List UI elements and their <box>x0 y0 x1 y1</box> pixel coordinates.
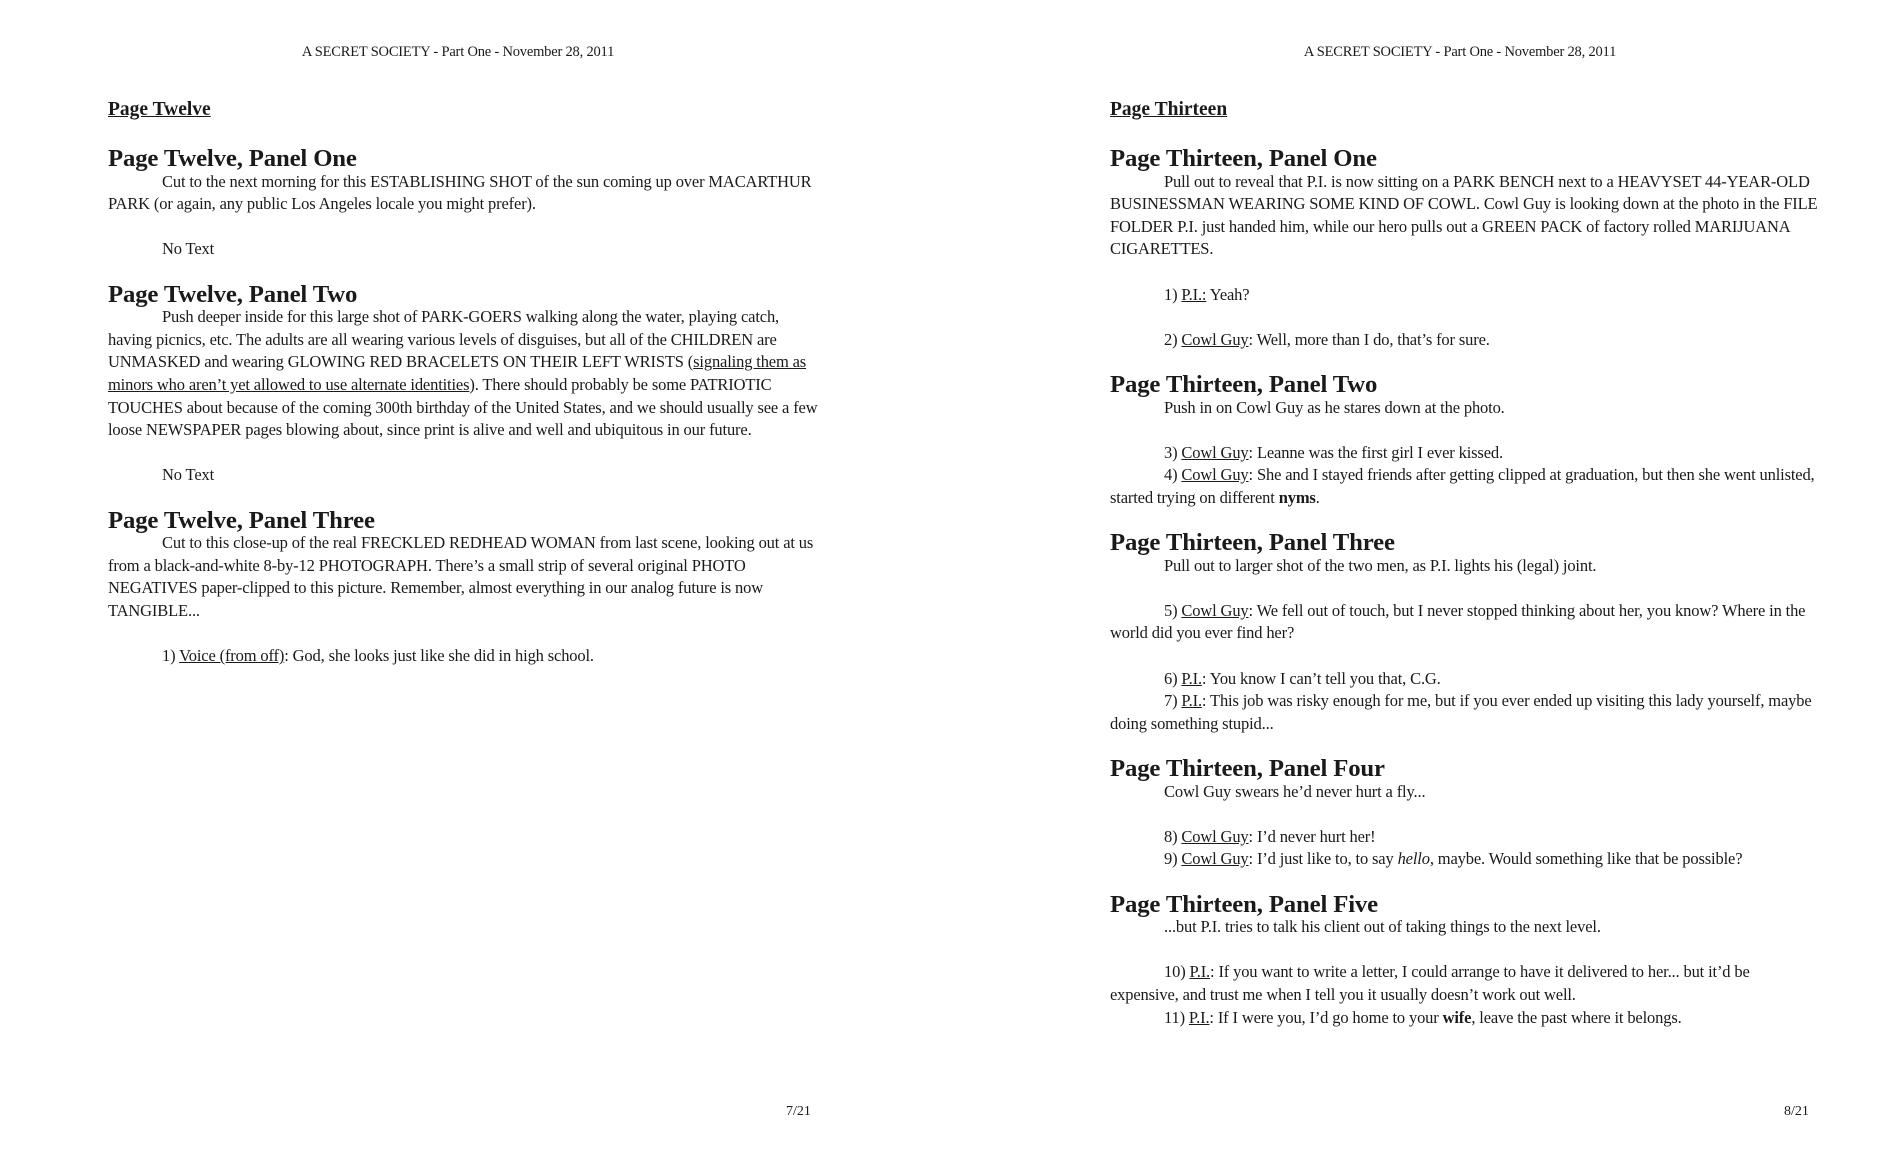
text-run: 2) <box>1164 329 1182 349</box>
text-run: : God, she looks just like she did in high school. <box>284 646 594 666</box>
script-paragraph <box>108 306 818 442</box>
text-run: Push deeper inside for this large shot of PARK-GOERS walking along the water, playing catch, having picnics, etc. The adults are all wearing various levels of disguises, but all of the CHILDREN are UNMASKED and wearing GLOWING RED BRACELETS ON THEIR LEFT WRISTS ( <box>108 307 780 372</box>
text-run: : If you want to write a letter, I could arrange to have it delivered to her... but it’d be expensive, and trust me when I tell you it usually doesn’t work out well. <box>1110 962 1750 1004</box>
text-run: 5) <box>1164 600 1182 620</box>
spacer <box>108 216 818 239</box>
text-run: Cut to this close-up of the real FRECKLED REDHEAD WOMAN from last scene, looking out at us from a black-and-white 8-by-12 PHOTOGRAPH. There’s a small strip of several original PHOTO NEGATIVES paper-clipped to this picture. Remember, almost everything in our analog future is now TANGIBLE... <box>108 533 814 620</box>
spacer <box>1110 645 1820 668</box>
script-paragraph <box>1110 464 1820 509</box>
script-page-left <box>108 0 868 1149</box>
panel-heading: Page Thirteen, Panel Four <box>1110 755 1385 783</box>
underlined-text: Cowl Guy <box>1181 442 1249 462</box>
text-run: No Text <box>162 239 215 259</box>
script-paragraph <box>1110 668 1820 691</box>
underlined-text: Cowl Guy <box>1181 465 1249 485</box>
script-paragraph <box>1110 690 1820 735</box>
spacer <box>1110 419 1820 442</box>
text-run: 9) <box>1164 849 1182 869</box>
script-paragraph <box>1110 171 1820 261</box>
panel-heading: Page Thirteen, Panel Two <box>1110 370 1378 398</box>
spacer <box>1110 577 1820 600</box>
page-title: Page Thirteen <box>1110 99 1228 120</box>
panel-heading: Page Twelve, Panel Three <box>108 506 375 534</box>
script-paragraph <box>1110 442 1820 465</box>
underlined-text: Cowl Guy <box>1181 329 1249 349</box>
script-paragraph <box>1110 329 1820 352</box>
spacer <box>1110 939 1820 962</box>
text-run: : I’d just like to, to say <box>1248 849 1398 869</box>
text-run: : Well, more than I do, that’s for sure. <box>1248 329 1490 349</box>
text-run: : I’d never hurt her! <box>1248 826 1376 846</box>
script-paragraph <box>108 238 818 261</box>
spacer <box>108 622 818 645</box>
script-page-right <box>1110 0 1870 1149</box>
text-run: Pull out to larger shot of the two men, as P.I. lights his (legal) joint. <box>1164 555 1597 575</box>
text-run: : You know I can’t tell you that, C.G. <box>1201 668 1441 688</box>
text-run: ). There should probably be some PATRIOTIC TOUCHES about because of the coming 300th birthday of the United States, and we should usually see a few loose NEWSPAPER pages blowing about, since print is alive and well and ubiquitous in our future. <box>108 374 818 440</box>
text-run: : Leanne was the first girl I ever kissed. <box>1248 442 1503 462</box>
text-run: No Text <box>162 465 215 485</box>
script-paragraph <box>1110 284 1820 307</box>
text-run: : This job was risky enough for me, but if you ever ended up visiting this lady yourself, maybe doing something stupid... <box>1110 691 1812 733</box>
underlined-text: P.I. <box>1188 1007 1210 1027</box>
script-paragraph <box>1110 826 1820 849</box>
text-run: , leave the past where it belongs. <box>1471 1007 1682 1027</box>
underlined-text: P.I. <box>1181 691 1202 711</box>
script-paragraph <box>1110 555 1820 578</box>
script-paragraph <box>1110 961 1820 1006</box>
underlined-text: signaling them as minors who aren’t yet allowed to use alternate identities <box>108 352 807 394</box>
script-paragraph <box>108 171 818 216</box>
script-paragraph <box>108 464 818 487</box>
italic-text: hello <box>1397 849 1430 869</box>
underlined-text: Cowl Guy <box>1181 826 1249 846</box>
panel-heading: Page Twelve, Panel One <box>108 145 357 172</box>
text-run: : We fell out of touch, but I never stopped thinking about her, you know? Where in the world did you ever find her? <box>1110 600 1806 643</box>
page-title: Page Twelve <box>108 99 211 120</box>
script-paragraph <box>108 645 818 668</box>
text-run: Pull out to reveal that P.I. is now sitting on a PARK BENCH next to a HEAVYSET 44-YEAR-OLD BUSINESSMAN WEARING SOME KIND OF COWL. Cowl Guy is looking down at the photo in the FILE FOLDER P.I. just handed him, while our hero pulls out a GREEN PACK of factory rolled MARIJUANA CIGARETTES. <box>1110 171 1818 259</box>
text-run: : If I were you, I’d go home to your <box>1209 1007 1443 1027</box>
spacer <box>1110 306 1820 329</box>
text-run: ...but P.I. tries to talk his client out of taking things to the next level. <box>1164 917 1601 937</box>
text-run: 6) <box>1164 668 1182 688</box>
text-run: 8) <box>1164 826 1182 846</box>
text-run: 1) <box>162 646 180 666</box>
running-header: A SECRET SOCIETY - Part One - November 28, 2011 <box>1303 44 1617 60</box>
panel-heading: Page Thirteen, Panel Five <box>1110 890 1378 918</box>
text-run: Cut to the next morning for this ESTABLISHING SHOT of the sun coming up over MACARTHUR PARK (or again, any public Los Angeles locale you might prefer). <box>108 171 812 214</box>
page-number: 8/21 <box>1784 1104 1809 1119</box>
text-run: Yeah? <box>1206 284 1250 304</box>
text-run: 7) <box>1164 691 1182 711</box>
underlined-text: Cowl Guy <box>1181 849 1249 869</box>
text-run: . <box>1315 487 1320 507</box>
panel-heading: Page Thirteen, Panel Three <box>1110 529 1395 557</box>
script-paragraph <box>1110 600 1820 645</box>
text-run: 3) <box>1164 442 1182 462</box>
spacer <box>1110 261 1820 284</box>
script-paragraph <box>1110 397 1820 420</box>
script-paragraph <box>1110 781 1820 804</box>
underlined-text: Cowl Guy <box>1181 600 1249 620</box>
script-paragraph <box>1110 916 1820 939</box>
text-run: Push in on Cowl Guy as he stares down at the photo. <box>1164 397 1505 417</box>
page-body <box>1110 145 1820 1029</box>
text-run: 10) <box>1164 962 1190 982</box>
running-header: A SECRET SOCIETY - Part One - November 28, 2011 <box>301 44 615 60</box>
underlined-text: P.I.: <box>1181 284 1207 304</box>
underlined-text: P.I. <box>1181 668 1202 688</box>
underlined-text: P.I. <box>1189 962 1211 982</box>
page-body <box>108 145 818 668</box>
script-paragraph <box>1110 1007 1820 1030</box>
text-run: Cowl Guy swears he’d never hurt a fly... <box>1164 781 1426 801</box>
panel-heading: Page Thirteen, Panel One <box>1110 145 1377 172</box>
bold-text: wife <box>1442 1007 1472 1027</box>
spacer <box>1110 803 1820 826</box>
spacer <box>108 442 818 465</box>
text-run: 4) <box>1164 465 1182 485</box>
text-run: 11) <box>1164 1007 1189 1027</box>
page-number: 7/21 <box>786 1104 811 1119</box>
text-run: , maybe. Would something like that be possible? <box>1429 849 1743 869</box>
script-paragraph <box>108 532 818 622</box>
bold-text: nyms <box>1278 487 1316 507</box>
text-run: : She and I stayed friends after getting clipped at graduation, but then she went unlisted, started trying on different <box>1110 465 1815 507</box>
panel-heading: Page Twelve, Panel Two <box>108 280 358 308</box>
text-run: 1) <box>1164 284 1182 304</box>
underlined-text: Voice (from off) <box>179 646 285 666</box>
script-paragraph <box>1110 848 1820 871</box>
